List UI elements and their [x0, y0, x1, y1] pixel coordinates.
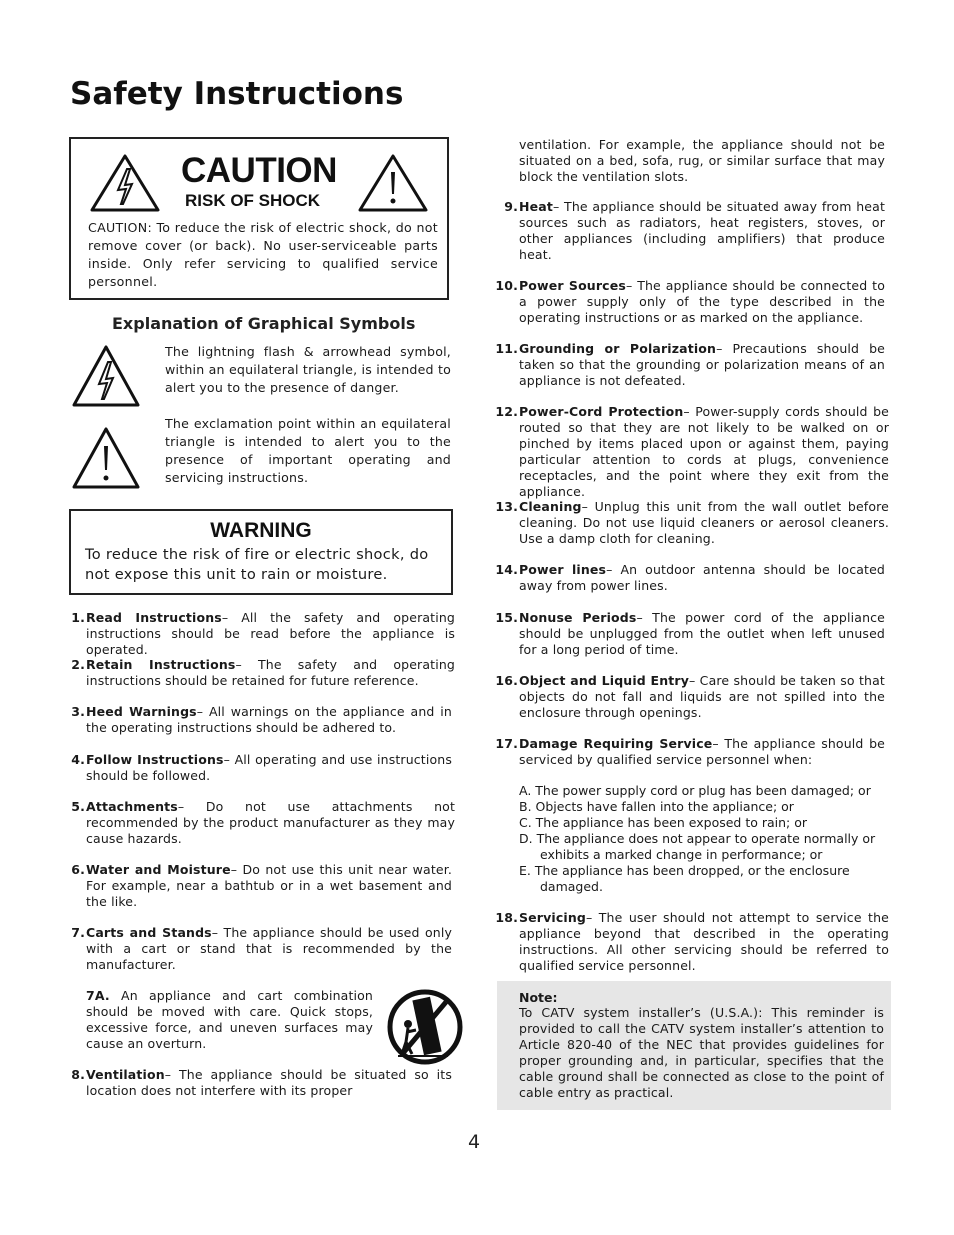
list-item: 9. Heat– The appliance should be situated away from heat sources such as radiators, heat registers, stoves, or other appliances (including amplifiers) that produce heat.: [504, 199, 885, 262]
list-item: D. The appliance does not appear to operate normally or exhibits a marked change in performance; or: [519, 831, 876, 862]
risk-of-shock-heading: RISK OF SHOCK: [185, 191, 321, 210]
list-item: 3. Heed Warnings– All warnings on the appliance and in the operating instructions should be adhered to.: [71, 704, 452, 735]
exclamation-symbol-icon: [71, 426, 141, 494]
list-item: 4. Follow Instructions– All operating and use instructions should be followed.: [71, 752, 452, 783]
list-item: E. The appliance has been dropped, or the enclosure damaged.: [519, 863, 850, 894]
list-item: A. The power supply cord or plug has been damaged; or: [519, 783, 871, 798]
caution-heading: CAUTION: [181, 151, 337, 190]
caution-text: CAUTION: To reduce the risk of electric shock, do not remove cover (or back). No user-serviceable parts inside. Only refer servicing to qualified service personnel.: [88, 220, 438, 289]
list-item: 16. Object and Liquid Entry– Care should be taken so that objects do not fall and liquids are not spilled into the enclosure through openings.: [495, 673, 885, 720]
symbols-heading: Explanation of Graphical Symbols: [112, 314, 416, 333]
lightning-triangle-icon: [89, 153, 161, 217]
list-item: B. Objects have fallen into the appliance; or: [519, 799, 794, 814]
exclamation-symbol-text: The exclamation point within an equilateral triangle is intended to alert you to the presence of important operating and servicing instructions.: [165, 416, 451, 485]
list-item: 1. Read Instructions– All the safety and operating instructions should be read before the appliance is operated.: [71, 610, 455, 657]
list-item-continued: ventilation. For example, the appliance should not be situated on a bed, sofa, rug, or similar surface that may block the ventilation slots.: [519, 137, 885, 184]
list-item: 7A. An appliance and cart combination should be moved with care. Quick stops, excessive force, and uneven surfaces may cause an overturn.: [86, 988, 373, 1051]
list-item: 12. Power-Cord Protection– Power-supply cords should be routed so that they are not likely to be walked on or pinched by items placed upon or against them, paying particular attention to cords at plugs, convenience receptacles, and the point where they exit from the appliance.: [495, 404, 889, 499]
list-item: 14. Power lines– An outdoor antenna should be located away from power lines.: [495, 562, 886, 593]
lightning-symbol-icon: [71, 344, 141, 412]
list-item: 10. Power Sources– The appliance should be connected to a power supply only of the type described in the operating instructions or as marked on the appliance.: [495, 278, 885, 325]
list-item: 2. Retain Instructions– The safety and operating instructions should be retained for future reference.: [71, 657, 455, 688]
page-title: Safety Instructions: [70, 76, 404, 112]
list-item: 17. Damage Requiring Service– The appliance should be serviced by qualified service personnel when:: [495, 736, 885, 767]
list-item: 11. Grounding or Polarization– Precautions should be taken so that the grounding or polarization means of an appliance is not defeated.: [495, 341, 885, 388]
warning-text: To reduce the risk of fire or electric shock, do not expose this unit to rain or moisture.: [85, 546, 429, 583]
caution-box: [69, 137, 449, 300]
list-item: 15. Nonuse Periods– The power cord of the appliance should be unplugged from the outlet when left unused for a long period of time.: [495, 610, 886, 657]
cart-tipover-icon: [386, 988, 464, 1070]
note-label: Note:: [519, 990, 558, 1005]
list-item: 8. Ventilation– The appliance should be situated so its location does not interfere with its proper: [71, 1067, 452, 1098]
exclamation-triangle-icon: [357, 153, 429, 217]
damage-conditions-list: [519, 783, 889, 895]
list-item: 7. Carts and Stands– The appliance should be used only with a cart or stand that is recommended by the manufacturer.: [71, 925, 453, 972]
list-item: 18. Servicing– The user should not attempt to service the appliance beyond that described in the operating instructions. All other servicing should be referred to qualified service personnel.: [495, 910, 889, 973]
lightning-symbol-text: The lightning flash & arrowhead symbol, within an equilateral triangle, is intended to alert you to the presence of danger.: [165, 344, 451, 395]
warning-heading: WARNING: [210, 519, 312, 542]
list-item: 13. Cleaning– Unplug this unit from the wall outlet before cleaning. Do not use liquid cleaners or aerosol cleaners. Use a damp cloth for cleaning.: [495, 499, 889, 546]
note-text: To CATV system installer’s (U.S.A.): This reminder is provided to call the CATV system installer’s attention to Article 820-40 of the NEC that provides guidelines for proper grounding and, in particular, specifies that the cable ground shall be connected as close to the point of cable entry as practical.: [519, 1005, 884, 1100]
warning-box: [69, 509, 453, 595]
list-item: C. The appliance has been exposed to rain; or: [519, 815, 808, 830]
list-item: 5. Attachments– Do not use attachments not recommended by the product manufacturer as they may cause hazards.: [71, 799, 455, 846]
page-number: 4: [468, 1131, 481, 1153]
list-item: 6. Water and Moisture– Do not use this unit near water. For example, near a bathtub or in a wet basement and the like.: [71, 862, 452, 909]
note-box: [497, 981, 891, 1110]
